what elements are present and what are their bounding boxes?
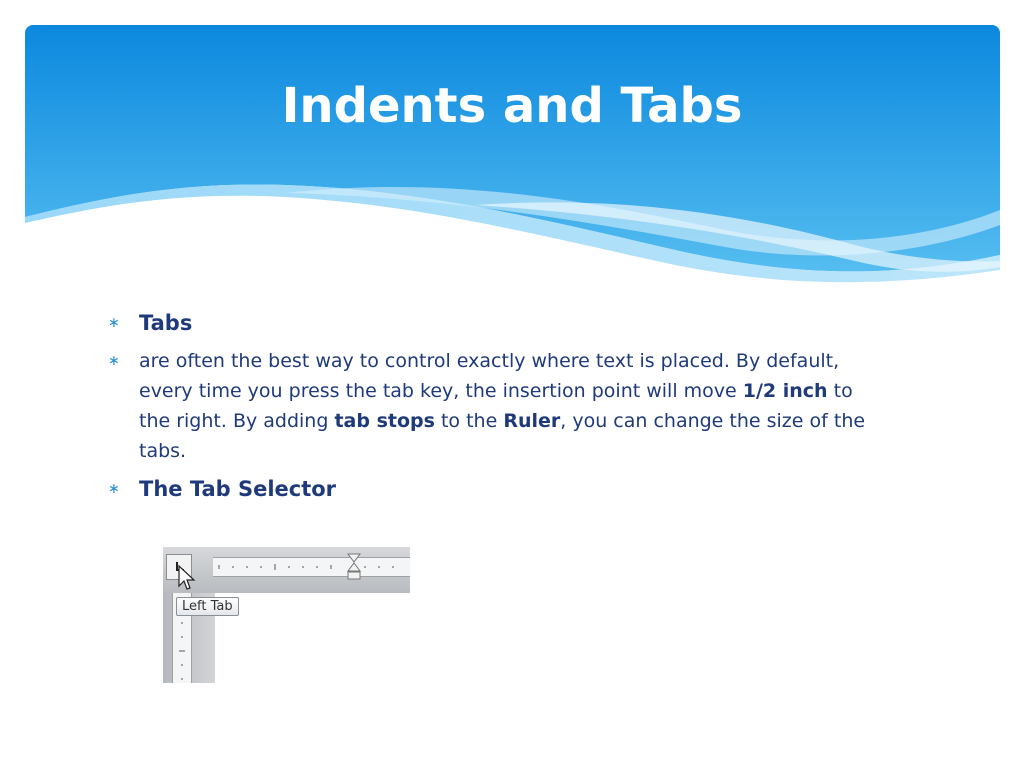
body-text: are often the best way to control exactly where text is placed. By default, every time you press the tab key, the insertion point will move [139,350,840,402]
list-item [108,308,878,338]
indent-marker-icon[interactable] [347,553,361,581]
mouse-pointer-icon [177,564,197,592]
slide-title: Indents and Tabs [281,78,743,134]
tab-selector-screenshot [163,547,410,683]
bullet-body [139,350,865,462]
bullet-list [108,308,878,512]
bullet-icon: ∗ [108,315,120,331]
body-text: , you can change the size of the tabs. [139,410,866,462]
list-item [108,474,878,504]
left-tab-tooltip: Left Tab [176,597,239,616]
wave-banner-graphic [25,25,1000,285]
bullet-icon: ∗ [108,481,120,497]
bullet-icon: ∗ [108,353,120,369]
body-text: to the [434,410,504,432]
body-bold-text: tab stops [334,410,435,432]
horizontal-ruler [213,557,410,577]
bullet-heading: The Tab Selector [139,477,337,501]
bullet-heading: Tabs [139,311,193,335]
body-bold-text: Ruler [503,410,561,432]
ruler-ticks-graphic [213,558,410,576]
title-banner [25,25,1000,285]
body-text: to the right. By adding [139,380,853,432]
body-bold-text: 1/2 inch [742,380,828,402]
list-item [108,346,878,466]
